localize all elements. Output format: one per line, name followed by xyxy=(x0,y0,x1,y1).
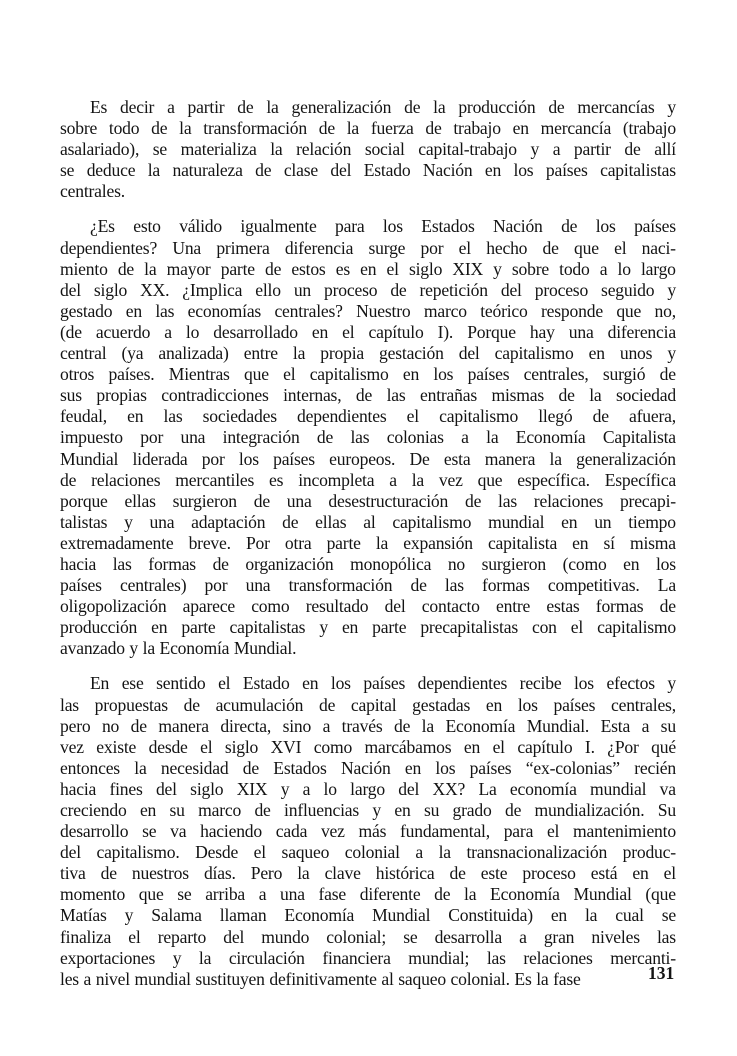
text-line: de relaciones mercantiles es incompleta a la vez que específica. Específica xyxy=(60,469,676,490)
text-line: extremadamente breve. Por otra parte la expansión capitalista en sí misma xyxy=(60,532,676,553)
page-number: 131 xyxy=(648,963,675,983)
text-line: se deduce la naturaleza de clase del Estado Nación en los países capitalistas xyxy=(60,160,676,181)
text-line: hacia las formas de organización monopólica no surgieron (como en los xyxy=(60,553,676,574)
text-line: Mundial liderada por los países europeos. De esta manera la generalización xyxy=(60,448,676,469)
text-line: Matías y Salama llaman Economía Mundial Constituida) en la cual se xyxy=(60,905,676,926)
paragraph-2 xyxy=(60,216,676,659)
text-line: En ese sentido el Estado en los países dependientes recibe los efectos y xyxy=(90,673,676,694)
text-line: finaliza el reparto del mundo colonial; se desarrolla a gran niveles las xyxy=(60,926,676,947)
text-line: feudal, en las sociedades dependientes el capitalismo llegó de afuera, xyxy=(60,406,676,427)
text-line: gestado en las economías centrales? Nuestro marco teórico responde que no, xyxy=(60,300,676,321)
page-body xyxy=(60,97,676,1004)
text-line: miento de la mayor parte de estos es en el siglo XIX y sobre todo a lo largo xyxy=(60,258,676,279)
text-line: del siglo XX. ¿Implica ello un proceso de repetición del proceso seguido y xyxy=(60,279,676,300)
text-line: sobre todo de la transformación de la fuerza de trabajo en mercancía (trabajo xyxy=(60,118,676,139)
text-line: pero no de manera directa, sino a través de la Economía Mundial. Esta a su xyxy=(60,715,676,736)
text-line: exportaciones y la circulación financiera mundial; las relaciones mercanti- xyxy=(60,947,676,968)
text-line: centrales. xyxy=(60,181,125,202)
text-line: vez existe desde el siglo XVI como marcábamos en el capítulo I. ¿Por qué xyxy=(60,736,676,757)
text-line: Es decir a partir de la generalización de la producción de mercancías y xyxy=(90,97,676,117)
text-line: entonces la necesidad de Estados Nación en los países “ex-colonias” recién xyxy=(60,757,676,778)
text-line: talistas y una adaptación de ellas al capitalismo mundial en un tiempo xyxy=(60,511,676,532)
text-line: central (ya analizada) entre la propia gestación del capitalismo en unos y xyxy=(60,343,676,364)
text-line: tiva de nuestros días. Pero la clave histórica de este proceso está en el xyxy=(60,863,676,884)
text-line: asalariado), se materializa la relación social capital-trabajo y a partir de allí xyxy=(60,139,676,160)
text-line: países centrales) por una transformación de las formas competitivas. La xyxy=(60,575,676,596)
text-line: sus propias contradicciones internas, de las entrañas mismas de la sociedad xyxy=(60,385,676,406)
text-line: les a nivel mundial sustituyen definitivamente al saqueo colonial. Es la fase xyxy=(60,968,581,989)
text-line: momento que se arriba a una fase diferente de la Economía Mundial (que xyxy=(60,884,676,905)
paragraph-1 xyxy=(60,97,676,202)
text-line: dependientes? Una primera diferencia surge por el hecho de que el naci- xyxy=(60,237,676,258)
text-line: otros países. Mientras que el capitalismo en los países centrales, surgió de xyxy=(60,364,676,385)
text-line: (de acuerdo a lo desarrollado en el capítulo I). Porque hay una diferencia xyxy=(60,321,676,342)
text-line: del capitalismo. Desde el saqueo colonial a la transnacionalización produc- xyxy=(60,842,676,863)
text-line: ¿Es esto válido igualmente para los Estados Nación de los países xyxy=(90,216,676,237)
text-line: las propuestas de acumulación de capital gestadas en los países centrales, xyxy=(60,694,676,715)
text-line: hacia fines del siglo XIX y a lo largo del XX? La economía mundial va xyxy=(60,778,676,799)
text-line: producción en parte capitalistas y en parte precapitalistas con el capitalismo xyxy=(60,617,676,638)
text-line: oligopolización aparece como resultado del contacto entre estas formas de xyxy=(60,596,676,617)
text-line: avanzado y la Economía Mundial. xyxy=(60,638,297,659)
text-line: impuesto por una integración de las colonias a la Economía Capitalista xyxy=(60,427,676,448)
paragraph-3 xyxy=(60,673,676,989)
text-line: creciendo en su marco de influencias y en su grado de mundialización. Su xyxy=(60,800,676,820)
text-line: porque ellas surgieron de una desestructuración de las relaciones precapi- xyxy=(60,490,676,511)
text-line: desarrollo se va haciendo cada vez más fundamental, para el mantenimiento xyxy=(60,821,676,842)
